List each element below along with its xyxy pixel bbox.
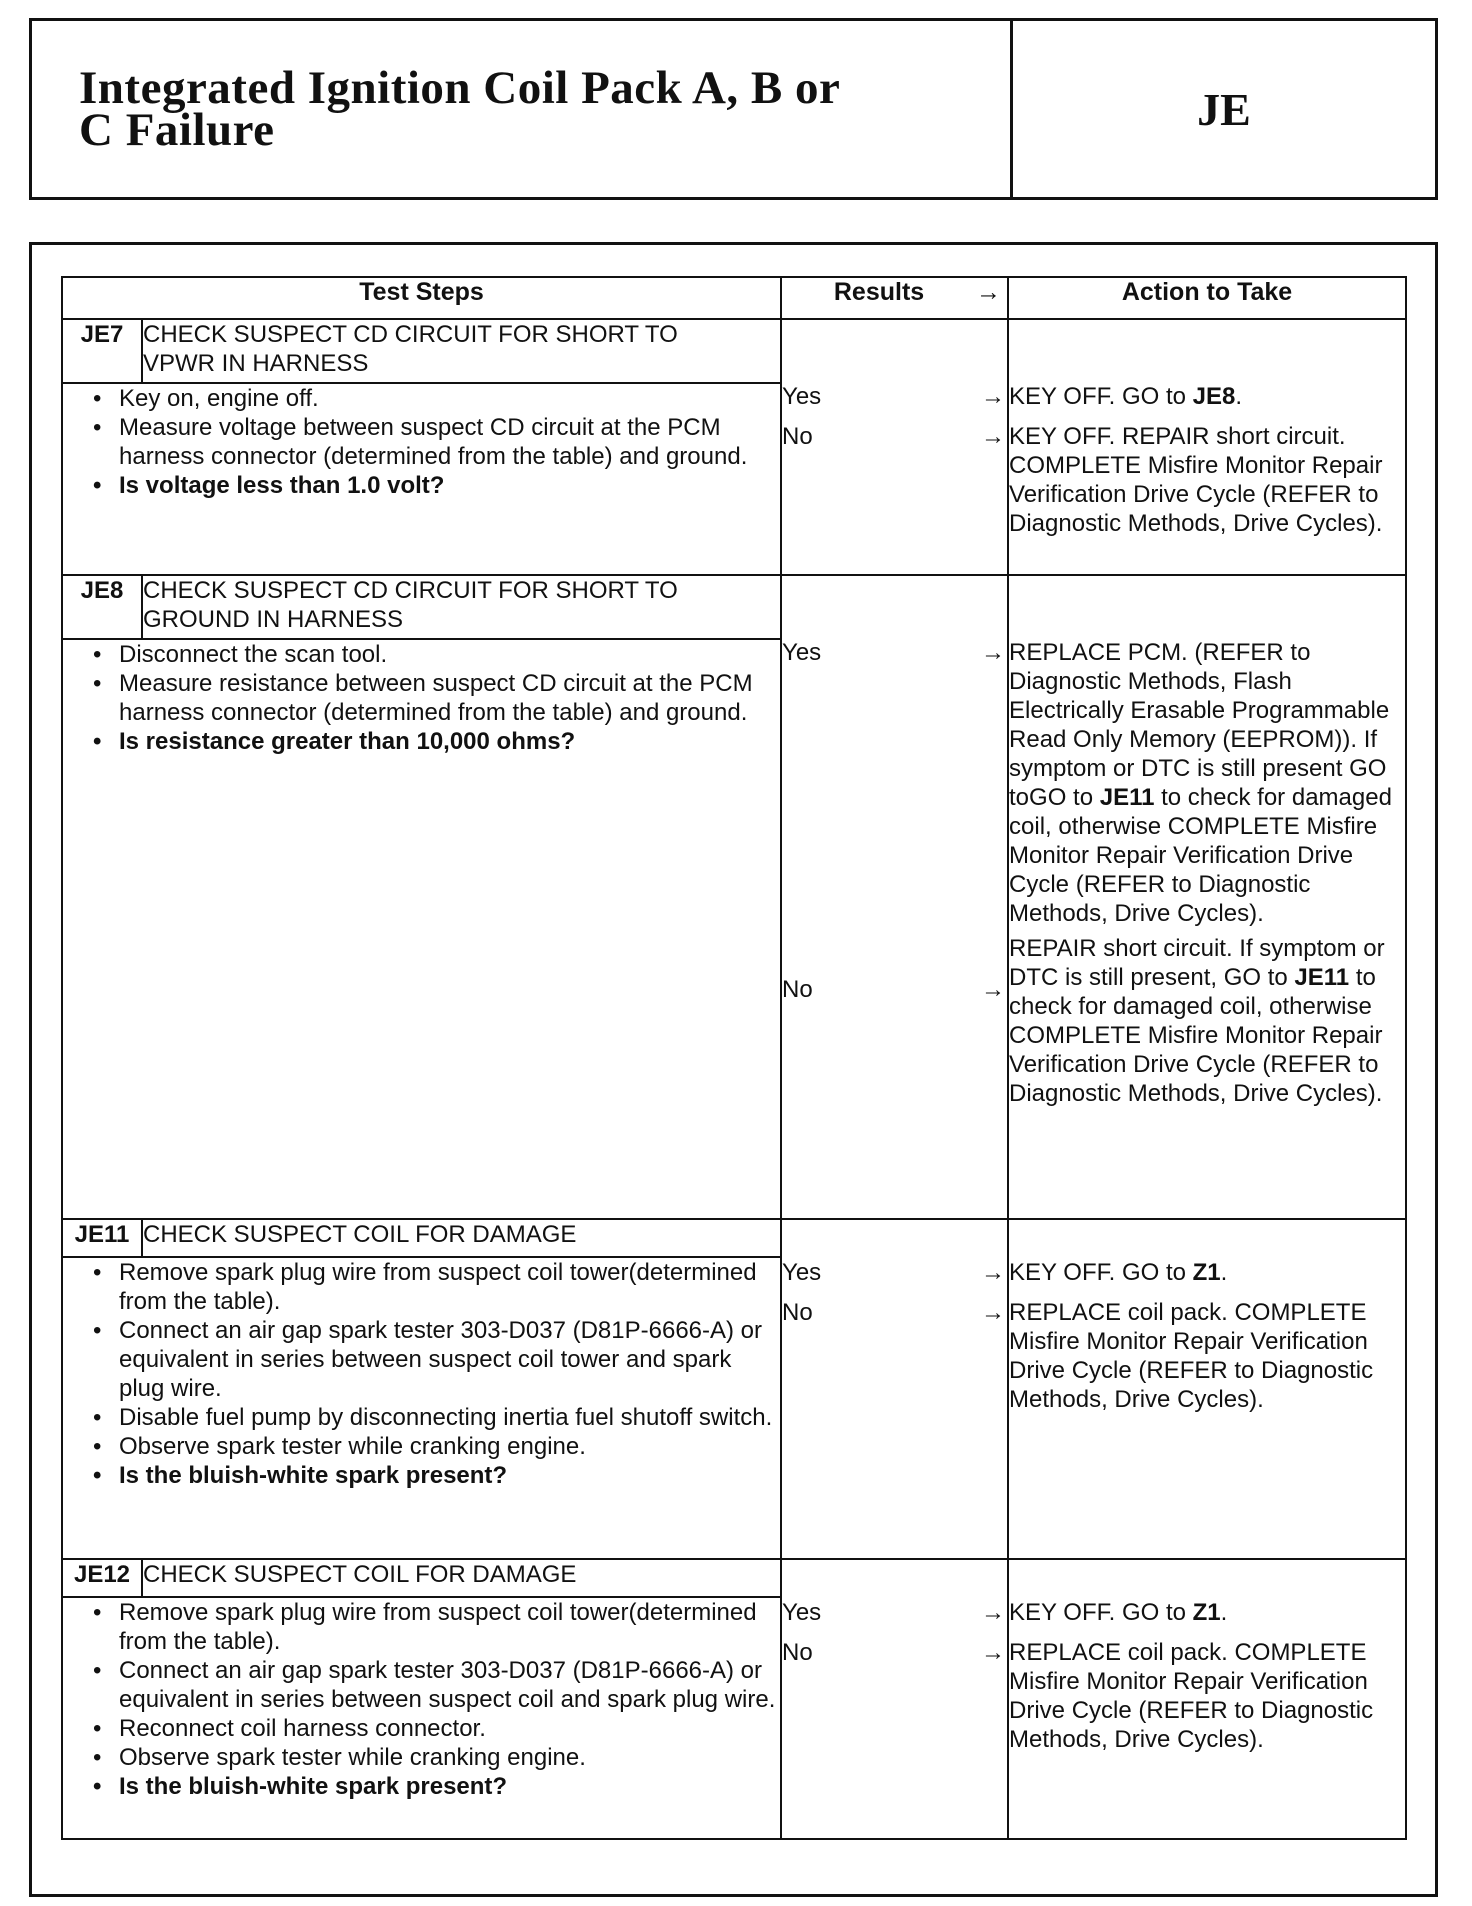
action-yes: KEY OFF. GO to Z1.	[1009, 1259, 1228, 1286]
arrow-right-icon: →	[981, 383, 1006, 410]
page-title	[32, 21, 1013, 197]
step-bullet-list	[63, 1598, 780, 1801]
action-yes: KEY OFF. GO to JE8.	[1009, 383, 1242, 410]
step-bullet: • Remove spark plug wire from suspect coil tower(determined from the table).	[93, 1258, 780, 1316]
step-bullet: • Observe spark tester while cranking engine.	[93, 1743, 780, 1772]
col-header-results	[781, 277, 1008, 319]
step-question: • Is the bluish-white spark present?	[93, 1461, 780, 1490]
action-no: REPLACE coil pack. COMPLETE Misfire Monitor Repair Verification Drive Cycle (REFER to Diagnostic Methods, Drive Cycles).	[1009, 1639, 1374, 1753]
step-title	[142, 1559, 781, 1597]
step-bullet: • Remove spark plug wire from suspect coil tower(determined from the table).	[93, 1598, 780, 1656]
step-bullet: • Disconnect the scan tool.	[93, 640, 780, 669]
step-title-line: CHECK SUSPECT CD CIRCUIT FOR SHORT TO	[143, 321, 678, 348]
result-no	[782, 975, 1007, 1004]
result-no	[782, 1298, 1007, 1327]
result-no-label: No	[782, 423, 813, 450]
step-bullet: • Reconnect coil harness connector.	[93, 1714, 780, 1743]
action-cell	[1008, 1219, 1406, 1559]
step-title-line: CHECK SUSPECT COIL FOR DAMAGE	[143, 1221, 577, 1248]
arrow-right-icon: →	[981, 423, 1006, 450]
result-no-label: No	[782, 1299, 813, 1326]
table-header-row	[62, 277, 1406, 319]
action-no: REPLACE coil pack. COMPLETE Misfire Monitor Repair Verification Drive Cycle (REFER to Diagnostic Methods, Drive Cycles).	[1009, 1299, 1374, 1413]
step-title-row	[62, 575, 1406, 639]
arrow-right-icon: →	[981, 1639, 1006, 1666]
step-id: JE11	[62, 1219, 142, 1257]
step-question: • Is voltage less than 1.0 volt?	[93, 471, 780, 500]
step-bullet: • Observe spark tester while cranking engine.	[93, 1432, 780, 1461]
section-code: JE	[1197, 83, 1251, 135]
col-header-action: Action to Take	[1008, 277, 1406, 319]
step-body	[62, 639, 781, 1219]
action-no: REPAIR short circuit. If symptom or DTC is still present, GO to JE11 to check for damaged coil, otherwise COMPLETE Misfire Monitor Repair Verification Drive Cycle (REFER to Diagnostic Methods, Drive Cycles).	[1009, 935, 1385, 1107]
step-bullet: • Measure resistance between suspect CD circuit at the PCM harness connector (determined from the table) and ground.	[93, 669, 780, 727]
step-title-line: CHECK SUSPECT COIL FOR DAMAGE	[143, 1561, 577, 1588]
result-yes-label: Yes	[782, 1259, 822, 1286]
arrow-right-icon: →	[981, 1299, 1006, 1326]
result-yes	[782, 1258, 1007, 1287]
action-cell	[1008, 319, 1406, 575]
arrow-right-icon: →	[981, 639, 1006, 666]
results-cell	[781, 575, 1008, 1219]
page-header	[29, 18, 1438, 200]
result-yes	[782, 382, 1007, 411]
step-question: • Is resistance greater than 10,000 ohms?	[93, 727, 780, 756]
result-no-label: No	[782, 1639, 813, 1666]
step-title-row	[62, 319, 1406, 383]
result-yes	[782, 638, 1007, 667]
step-bullet-list	[63, 1258, 780, 1490]
col-header-test-steps: Test Steps	[62, 277, 781, 319]
arrow-right-icon: →	[981, 1259, 1006, 1286]
step-reference: JE11	[1099, 784, 1155, 811]
step-bullet-list	[63, 384, 780, 500]
action-yes: KEY OFF. GO to Z1.	[1009, 1599, 1228, 1626]
step-bullet-list	[63, 640, 780, 756]
result-no	[782, 1638, 1007, 1667]
step-title	[142, 1219, 781, 1257]
result-yes-label: Yes	[782, 383, 822, 410]
step-title-line: VPWR IN HARNESS	[143, 350, 369, 377]
action-yes: REPLACE PCM. (REFER to Diagnostic Methods, Flash Electrically Erasable Programmable Read Only Memory (EEPROM)). If symptom or DTC is still present GO toGO to JE11 to check for damaged coil, otherwise COMPLETE Misfire Monitor Repair Verification Drive Cycle (REFER to Diagnostic Methods, Drive Cycles).	[1009, 639, 1392, 927]
result-no-label: No	[782, 976, 813, 1003]
step-id: JE7	[62, 319, 142, 383]
test-steps-table	[61, 276, 1407, 1840]
results-cell	[781, 1559, 1008, 1839]
step-bullet: • Connect an air gap spark tester 303-D037 (D81P-6666-A) or equivalent in series between suspect coil tower and spark plug wire.	[93, 1316, 780, 1403]
step-bullet: • Measure voltage between suspect CD circuit at the PCM harness connector (determined from the table) and ground.	[93, 413, 780, 471]
arrow-right-icon: →	[976, 278, 1002, 306]
step-reference: Z1	[1192, 1259, 1221, 1286]
arrow-right-icon: →	[981, 1599, 1006, 1626]
results-cell	[781, 319, 1008, 575]
action-no: KEY OFF. REPAIR short circuit. COMPLETE Misfire Monitor Repair Verification Drive Cycle (REFER to Diagnostic Methods, Drive Cycles).	[1009, 423, 1383, 537]
step-bullet: • Key on, engine off.	[93, 384, 780, 413]
result-yes-label: Yes	[782, 1599, 822, 1626]
step-title-row	[62, 1219, 1406, 1257]
step-bullet: • Connect an air gap spark tester 303-D037 (D81P-6666-A) or equivalent in series between suspect coil and spark plug wire.	[93, 1656, 780, 1714]
action-cell	[1008, 1559, 1406, 1839]
step-question: • Is the bluish-white spark present?	[93, 1772, 780, 1801]
step-id: JE12	[62, 1559, 142, 1597]
step-title-line: GROUND IN HARNESS	[143, 606, 404, 633]
step-title	[142, 319, 781, 383]
step-bullet: • Disable fuel pump by disconnecting inertia fuel shutoff switch.	[93, 1403, 780, 1432]
step-reference: JE11	[1294, 964, 1350, 991]
step-title	[142, 575, 781, 639]
results-cell	[781, 1219, 1008, 1559]
result-yes	[782, 1598, 1007, 1627]
col-header-results-label: Results	[833, 278, 925, 306]
result-yes-label: Yes	[782, 639, 822, 666]
step-body	[62, 1597, 781, 1839]
step-title-line: CHECK SUSPECT CD CIRCUIT FOR SHORT TO	[143, 577, 678, 604]
action-cell	[1008, 575, 1406, 1219]
step-title-row	[62, 1559, 1406, 1597]
page-title-line-2: C Failure	[79, 104, 275, 156]
step-body	[62, 1257, 781, 1559]
arrow-right-icon: →	[981, 976, 1006, 1003]
step-id: JE8	[62, 575, 142, 639]
step-reference: Z1	[1192, 1599, 1221, 1626]
step-reference: JE8	[1192, 383, 1236, 410]
page-title-line-1: Integrated Ignition Coil Pack A, B or	[79, 62, 841, 114]
result-no	[782, 422, 1007, 451]
step-body	[62, 383, 781, 575]
